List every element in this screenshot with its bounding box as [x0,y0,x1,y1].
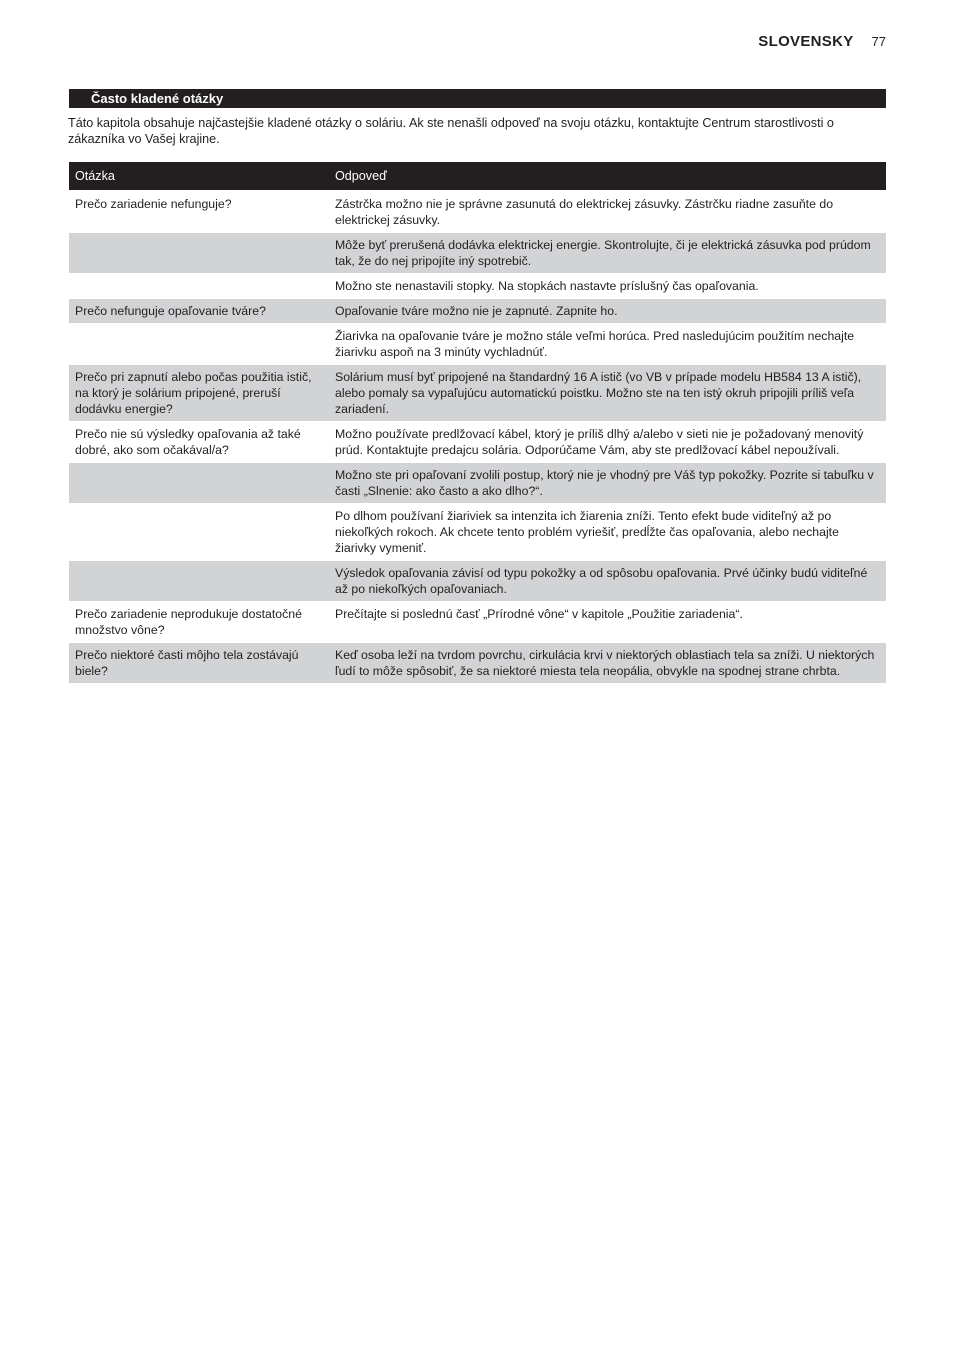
table-header-row [69,162,886,191]
table-row [69,274,886,299]
question-cell: Prečo nefunguje opaľovanie tváre? [69,299,329,324]
column-header-answer: Odpoveď [329,162,886,191]
question-cell [69,274,329,299]
table-row [69,643,886,684]
answer-cell: Možno ste pri opaľovaní zvolili postup, ktorý nie je vhodný pre Váš typ pokožky. Pozrite si tabuľku v časti „Slnenie: ako často a ako dlho?“. [329,463,886,504]
answer-cell: Zástrčka možno nie je správne zasunutá do elektrickej zásuvky. Zástrčku riadne zasuňte do elektrickej zásuvky. [329,191,886,233]
table-row [69,233,886,274]
answer-cell: Po dlhom používaní žiariviek sa intenzita ich žiarenia zníži. Tento efekt bude viditeľný až po niekoľkých rokoch. Ak chcete tento problém vyriešiť, predĺžte čas opaľovania, alebo nechajte žiarivky vymeniť. [329,504,886,561]
question-cell: Prečo nie sú výsledky opaľovania až také dobré, ako som očakával/a? [69,422,329,463]
question-cell [69,233,329,274]
answer-cell: Prečítajte si poslednú časť „Prírodné vône“ v kapitole „Použitie zariadenia“. [329,602,886,643]
question-cell: Prečo zariadenie nefunguje? [69,191,329,233]
answer-cell: Žiarivka na opaľovanie tváre je možno stále veľmi horúca. Pred nasledujúcim použitím nechajte žiarivku aspoň na 3 minúty vychladnúť. [329,324,886,365]
table-row [69,299,886,324]
question-cell [69,463,329,504]
table-row [69,422,886,463]
answer-cell: Možno používate predlžovací kábel, ktorý je príliš dlhý a/alebo v sieti nie je požadovaný menovitý prúd. Kontaktujte predajcu solária. Odporúčame Vám, aby ste predlžovací kábel nepoužívali. [329,422,886,463]
table-row [69,504,886,561]
question-cell [69,561,329,602]
question-cell [69,504,329,561]
page-number: 77 [871,34,886,49]
question-cell: Prečo niektoré časti môjho tela zostávajú biele? [69,643,329,684]
table-row [69,463,886,504]
page-header [758,33,886,50]
language-label: SLOVENSKY [758,33,854,50]
question-cell: Prečo zariadenie neprodukuje dostatočné množstvo vône? [69,602,329,643]
answer-cell: Možno ste nenastavili stopky. Na stopkách nastavte príslušný čas opaľovania. [329,274,886,299]
table-row [69,324,886,365]
intro-paragraph: Táto kapitola obsahuje najčastejšie kladené otázky o soláriu. Ak ste nenašli odpoveď na svoju otázku, kontaktujte Centrum starostlivosti o zákazníka vo Vašej krajine. [68,116,834,146]
faq-table [69,162,886,683]
answer-cell: Môže byť prerušená dodávka elektrickej energie. Skontrolujte, či je elektrická zásuvka pod prúdom tak, že do nej pripojíte iný spotrebič. [329,233,886,274]
answer-cell: Keď osoba leží na tvrdom povrchu, cirkulácia krvi v niektorých oblastiach tela sa zníži. U niektorých ľudí to môže spôsobiť, že sa niektoré miesta tela neopália, obvykle na spodnej strane chrbta. [329,643,886,684]
answer-cell: Opaľovanie tváre možno nie je zapnuté. Zapnite ho. [329,299,886,324]
table-row [69,602,886,643]
table-row [69,191,886,233]
question-cell: Prečo pri zapnutí alebo počas použitia istič, na ktorý je solárium pripojené, preruší dodávku energie? [69,365,329,422]
question-cell [69,324,329,365]
table-row [69,365,886,422]
table-row [69,561,886,602]
column-header-question: Otázka [69,162,329,191]
section-title: Často kladené otázky [69,89,886,108]
answer-cell: Výsledok opaľovania závisí od typu pokožky a od spôsobu opaľovania. Prvé účinky budú viditeľné až po niekoľkých opaľovaniach. [329,561,886,602]
answer-cell: Solárium musí byť pripojené na štandardný 16 A istič (vo VB v prípade modelu HB584 13 A istič), alebo pomaly sa vypaľujúcu automatickú poistku. Možno ste na ten istý okruh pripojili príliš veľa zariadení. [329,365,886,422]
